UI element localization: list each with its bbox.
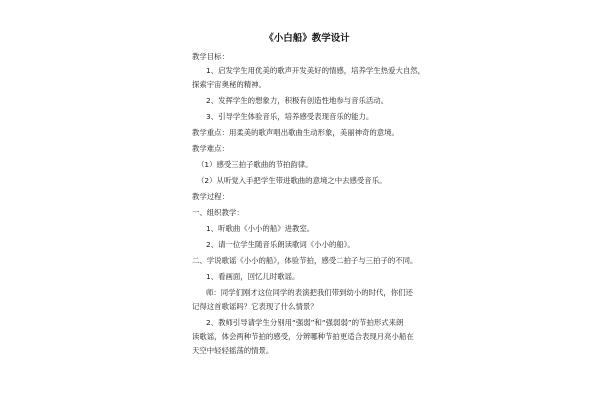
- teacher-remark-continued: 记得这首歌谣吗？它表现了什么情景？: [192, 302, 318, 311]
- objective-1: 1、启发学生用优美的歌声开发美好的情感，培养学生热爱大自然，: [206, 66, 426, 75]
- document-title: 《小白船》教学设计: [264, 33, 350, 44]
- key-point: 教学重点：用柔美的歌声唱出歌曲生动形象，美丽神奇的意境。: [192, 128, 399, 137]
- section-1-item-2: 2、请一位学生随音乐朗读歌词《小小的船》。: [206, 240, 355, 249]
- section-2-heading: 二、学说歌谣《小小的船》，体验节拍，感受二拍子与三拍子的不同。: [192, 256, 418, 265]
- difficulty-heading: 教学难点：: [192, 144, 229, 153]
- section-2-item-2-continued-2: 天空中轻轻摇荡的情景。: [192, 346, 274, 355]
- document-body: [192, 32, 426, 361]
- objective-3: 3、引导学生体验音乐，培养感受表现音乐的能力。: [206, 112, 374, 121]
- section-2-item-2: 2、教师引导请学生分别用“强弱”和“强弱弱”的节拍形式来朗: [206, 318, 404, 327]
- teacher-remark: 师：同学们刚才这位同学的表演把我们带到幼小的时代，你们还: [206, 288, 413, 297]
- objective-1-continued: 探索宇宙奥秘的精神。: [192, 80, 266, 89]
- objectives-heading: 教学目标：: [192, 52, 229, 61]
- section-2-item-1: 1、看画面，回忆儿时歌谣。: [206, 272, 300, 281]
- section-2-item-2-continued-1: 读歌谣，体会两种节拍的感受，分辨哪种节拍更适合表现月亮小船在: [192, 332, 414, 341]
- section-1-heading: 一、组织教学：: [192, 208, 244, 217]
- objective-2: 2、发挥学生的想象力，积极有创造性地参与音乐活动。: [206, 96, 389, 105]
- difficulty-1: （1）感受三拍子歌曲的节拍韵律。: [197, 160, 313, 169]
- section-1-item-1: 1、听歌曲《小小的船》进教室。: [206, 224, 315, 233]
- difficulty-2: （2）从听觉入手把学生带进歌曲的意境之中去感受音乐。: [197, 176, 387, 185]
- process-heading: 教学过程：: [192, 192, 229, 201]
